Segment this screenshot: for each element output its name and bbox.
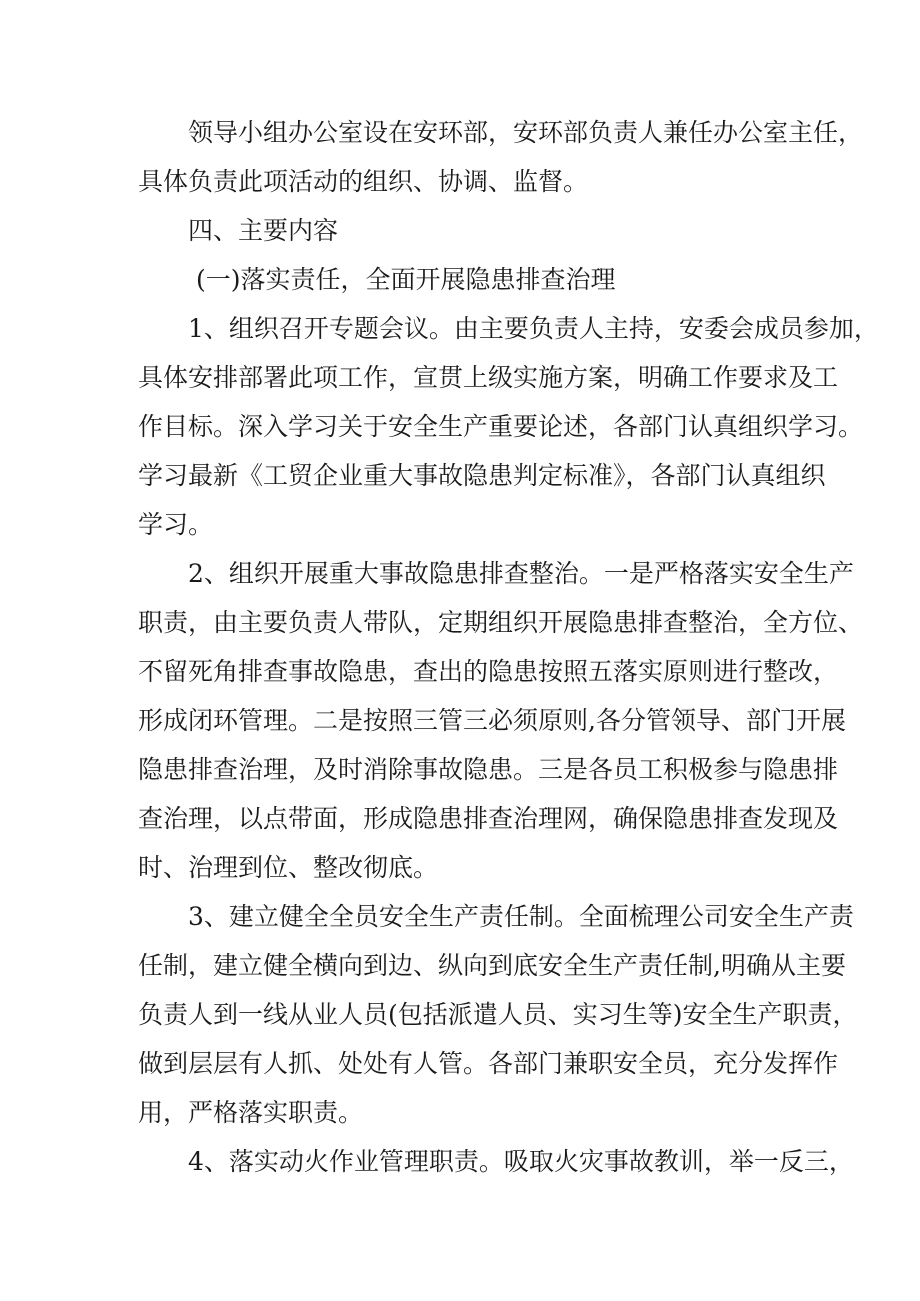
section-heading: 四、主要内容 [188,216,339,245]
text-line: 负责人到一线从业人员(包括派遣人员、实习生等)安全生产职责， [138,1000,858,1029]
paragraph-item-3 [138,892,858,1137]
paragraph-item-2 [138,549,864,892]
text-line: 查治理，以点带面，形成隐患排查治理网，确保隐患排查发现及 [138,804,839,833]
paragraph-item-1 [138,304,879,549]
document-body [138,108,879,1186]
text-line: 学习最新《工贸企业重大事故隐患判定标准》，各部门认真组织 [138,461,826,490]
text-line: 任制，建立健全横向到边、纵向到底安全生产责任制,明确从主要 [138,951,846,980]
paragraph-office-setup [138,108,864,206]
text-line: 作目标。深入学习关于安全生产重要论述，各部门认真组织学习。 [138,412,864,441]
text-line: 时、治理到位、整改彻底。 [138,853,439,882]
section-heading-main-content [138,206,808,255]
text-line: 具体安排部署此项工作，宣贯上级实施方案，明确工作要求及工 [138,363,839,392]
text-line: 形成闭环管理。二是按照三管三必须原则,各分管领导、部门开展 [138,706,846,735]
text-line: 学习。 [138,510,214,539]
text-line: 做到层层有人抓、处处有人管。各部门兼职安全员，充分发挥作 [138,1049,839,1078]
text-line: 具体负责此项活动的组织、协调、监督。 [138,167,589,196]
paragraph-item-4 [138,1137,854,1186]
subsection-heading-text: (一)落实责任，全面开展隐患排查治理 [196,265,616,294]
text-line: 3、建立健全全员安全生产责任制。全面梳理公司安全生产责 [188,902,854,931]
text-line: 隐患排查治理，及时消除事故隐患。三是各员工积极参与隐患排 [138,755,839,784]
text-line: 职责，由主要负责人带队，定期组织开展隐患排查整治，全方位、 [138,608,864,637]
text-line: 不留死角排查事故隐患，查出的隐患按照五落实原则进行整改， [138,657,839,686]
subsection-heading [138,255,808,304]
text-line: 领导小组办公室设在安环部，安环部负责人兼任办公室主任， [188,118,864,147]
text-line: 1、组织召开专题会议。由主要负责人主持，安委会成员参加， [188,314,879,343]
text-line: 2、组织开展重大事故隐患排查整治。一是严格落实安全生产 [188,559,854,588]
text-line: 4、落实动火作业管理职责。吸取火灾事故教训，举一反三， [188,1147,854,1176]
text-line: 用，严格落实职责。 [138,1098,364,1127]
